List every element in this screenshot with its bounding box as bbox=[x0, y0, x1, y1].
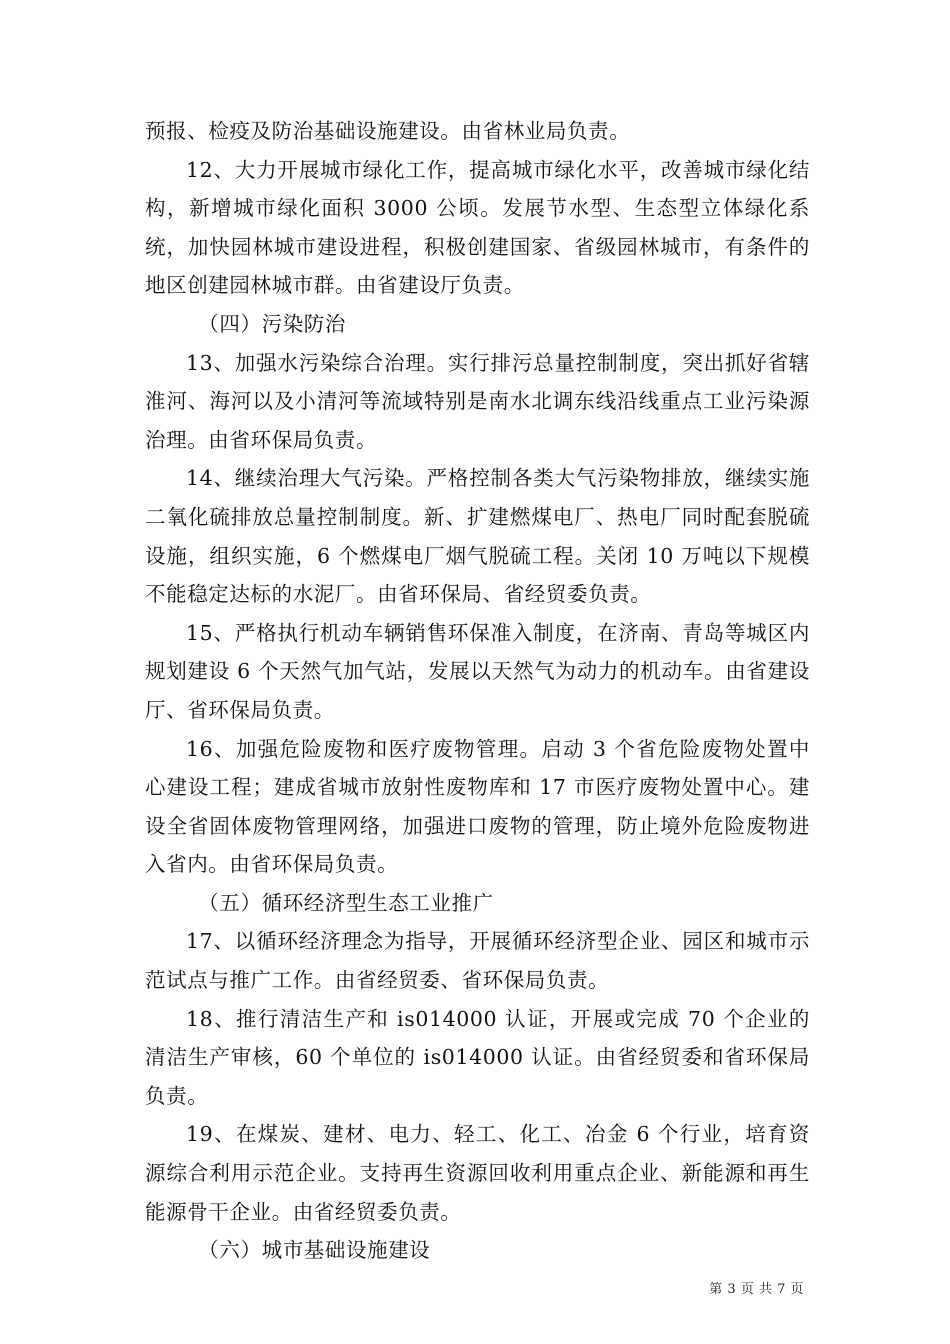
section-heading-6: （六）城市基础设施建设 bbox=[198, 1238, 431, 1263]
section-heading-5: （五）循环经济型生态工业推广 bbox=[198, 890, 494, 915]
paragraph: 预报、检疫及防治基础设施建设。由省林业局负责。 bbox=[145, 119, 631, 143]
paragraph-item-18: 18、推行清洁生产和 is014000 认证，开展或完成 70 个企业的清洁生产审核，60 个单位的 is014000 认证。由省经贸委和省环保局负责。 bbox=[145, 1006, 810, 1108]
paragraph-item-19: 19、在煤炭、建材、电力、轻工、化工、冶金 6 个行业，培育资源综合利用示范企业。支持再生资源回收利用重点企业、新能源和再生能源骨干企业。由省经贸委负责。 bbox=[145, 1122, 810, 1224]
paragraph-item-17: 17、以循环经济理念为指导，开展循环经济型企业、园区和城市示范试点与推广工作。由省经贸委、省环保局负责。 bbox=[145, 929, 810, 993]
paragraph-item-16: 16、加强危险废物和医疗废物管理。启动 3 个省危险废物处置中心建设工程；建成省城市放射性废物库和 17 市医疗废物处置中心。建设全省固体废物管理网络，加强进口废物的管理，防止境外危险废物进入省内。由省环保局负责。 bbox=[145, 736, 810, 877]
page-number: 第 3 页 共 7 页 bbox=[709, 1282, 804, 1297]
document-body bbox=[145, 112, 810, 1270]
section-heading-4: （四）污染防治 bbox=[198, 311, 346, 336]
paragraph-item-12: 12、大力开展城市绿化工作，提高城市绿化水平，改善城市绿化结构，新增城市绿化面积 3000 公顷。发展节水型、生态型立体绿化系统，加快园林城市建设进程，积极创建国家、省级园林城市，有条件的地区创建园林城市群。由省建设厅负责。 bbox=[145, 157, 810, 298]
paragraph-item-13: 13、加强水污染综合治理。实行排污总量控制制度，突出抓好省辖淮河、海河以及小清河等流域特别是南水北调东线沿线重点工业污染源治理。由省环保局负责。 bbox=[145, 350, 810, 452]
paragraph-item-15: 15、严格执行机动车辆销售环保准入制度，在济南、青岛等城区内规划建设 6 个天然气加气站，发展以天然气为动力的机动车。由省建设厅、省环保局负责。 bbox=[145, 620, 810, 722]
paragraph-item-14: 14、继续治理大气污染。严格控制各类大气污染物排放，继续实施二氧化硫排放总量控制制度。新、扩建燃煤电厂、热电厂同时配套脱硫设施，组织实施，6 个燃煤电厂烟气脱硫工程。关闭 10 万吨以下规模不能稳定达标的水泥厂。由省环保局、省经贸委负责。 bbox=[145, 466, 810, 607]
